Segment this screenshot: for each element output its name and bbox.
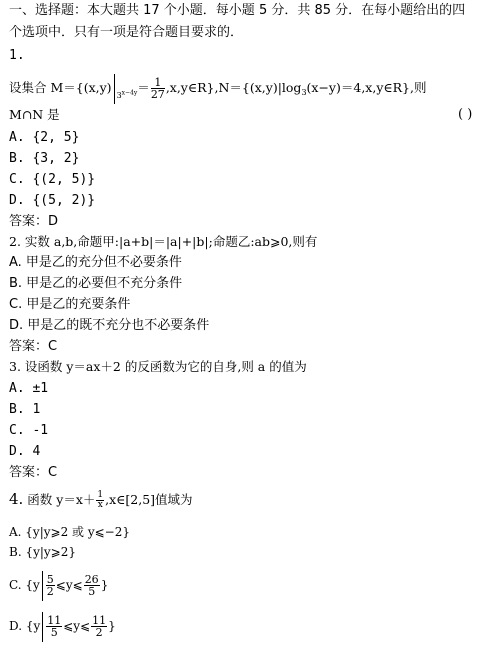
q4-c-mid: ⩽y⩽	[55, 578, 83, 592]
q1-condition-bar	[114, 74, 115, 104]
q4-c-pre: C. {y	[9, 578, 40, 592]
q1-cond-base: 3	[116, 91, 122, 100]
q2-option-b: B. 甲是乙的必要但不充分条件	[9, 276, 183, 291]
q1-log-base: 3	[301, 88, 307, 97]
q2-option-c: C. 甲是乙的充要条件	[9, 297, 131, 312]
q3-option-c: C. -1	[9, 423, 49, 438]
q4-option-a: A. {y|y⩾2 或 y⩽−2}	[9, 525, 131, 539]
q4-d-pre: D. {y	[9, 619, 41, 633]
q3-option-d: D. 4	[9, 444, 41, 459]
q3-answer: 答案：C	[9, 465, 58, 480]
q4-number: 4.	[9, 490, 24, 508]
q4-stem-b: ,x∈[2,5]值域为	[105, 492, 193, 507]
q1-option-d: D. {(5, 2)}	[9, 193, 96, 208]
q4-frac-den: x	[97, 500, 103, 510]
heading-line-1: 一、选择题：本大题共 17 个小题．每小题 5 分．共 85 分．在每小题给出的四	[9, 3, 466, 18]
heading-line-2: 个选项中．只有一项是符合题目要求的．	[9, 25, 244, 40]
q1-eq: ＝	[137, 80, 150, 95]
q1-condition-subscript	[117, 91, 138, 100]
q1-fraction	[151, 77, 165, 100]
q4-c-post: }	[100, 578, 109, 592]
q3-option-b: B. 1	[9, 402, 41, 417]
q1-stem-b: ,x,y∈R},N＝{(x,y)|log	[165, 80, 302, 95]
q4-d-n2: 11	[92, 614, 107, 627]
q2-option-d: D. 甲是乙的既不充分也不必要条件	[9, 318, 210, 333]
question-1-stem	[9, 73, 426, 111]
q1-option-b: B. {3, 2}	[9, 151, 80, 166]
question-1-number: 1.	[9, 48, 25, 63]
q1-cond-exp: x−4y	[121, 89, 138, 97]
question-2-stem: 2. 实数 a,b,命题甲:|a+b|＝|a|+|b|;命题乙:ab⩾0,则有	[9, 234, 318, 249]
q4-d-mid: ⩽y⩽	[63, 619, 91, 633]
q4-c-n1: 5	[46, 573, 54, 586]
q4-c-d1: 2	[46, 585, 54, 598]
q1-stem-c: (x−y)＝4,x,y∈R},则	[306, 80, 427, 95]
q4-d-frac-2	[91, 615, 107, 638]
question-1-answer-paren: ( )	[458, 107, 473, 122]
q1-stem-a: 设集合 M＝{(x,y)	[9, 80, 112, 95]
q4-option-b: B. {y|y⩾2}	[9, 545, 77, 559]
q4-c-bar	[42, 571, 43, 601]
q4-c-frac-1	[46, 574, 55, 597]
q4-option-c	[9, 568, 108, 602]
q4-d-frac-1	[46, 615, 62, 638]
q1-option-a: A. {2, 5}	[9, 130, 80, 145]
q4-c-d2: 5	[88, 585, 96, 598]
q3-option-a: A. ±1	[9, 381, 49, 396]
q4-c-frac-2	[84, 574, 100, 597]
q4-d-d1: 5	[50, 626, 58, 639]
q1-frac-den: 27	[150, 88, 165, 101]
q1-option-c: C. {(2, 5)}	[9, 172, 96, 187]
q4-d-d2: 2	[95, 626, 103, 639]
question-4-stem	[9, 486, 193, 513]
q2-answer: 答案：C	[9, 339, 58, 354]
question-1-stem-line-2: M∩N 是	[9, 107, 60, 122]
q4-stem-a: 函数 y＝x＋	[27, 492, 96, 507]
q4-option-d	[9, 609, 116, 643]
q4-d-post: }	[108, 619, 116, 633]
q4-c-n2: 26	[84, 573, 99, 586]
q2-option-a: A. 甲是乙的充分但不必要条件	[9, 255, 182, 270]
q1-answer: 答案：D	[9, 214, 59, 229]
q4-d-n1: 11	[47, 614, 62, 627]
q1-frac-num: 1	[151, 77, 165, 89]
q4-d-bar	[42, 612, 43, 642]
q4-fraction	[96, 491, 104, 510]
q4-frac-num: 1	[97, 490, 104, 500]
question-3-stem: 3. 设函数 y＝ax＋2 的反函数为它的自身,则 a 的值为	[9, 359, 307, 374]
